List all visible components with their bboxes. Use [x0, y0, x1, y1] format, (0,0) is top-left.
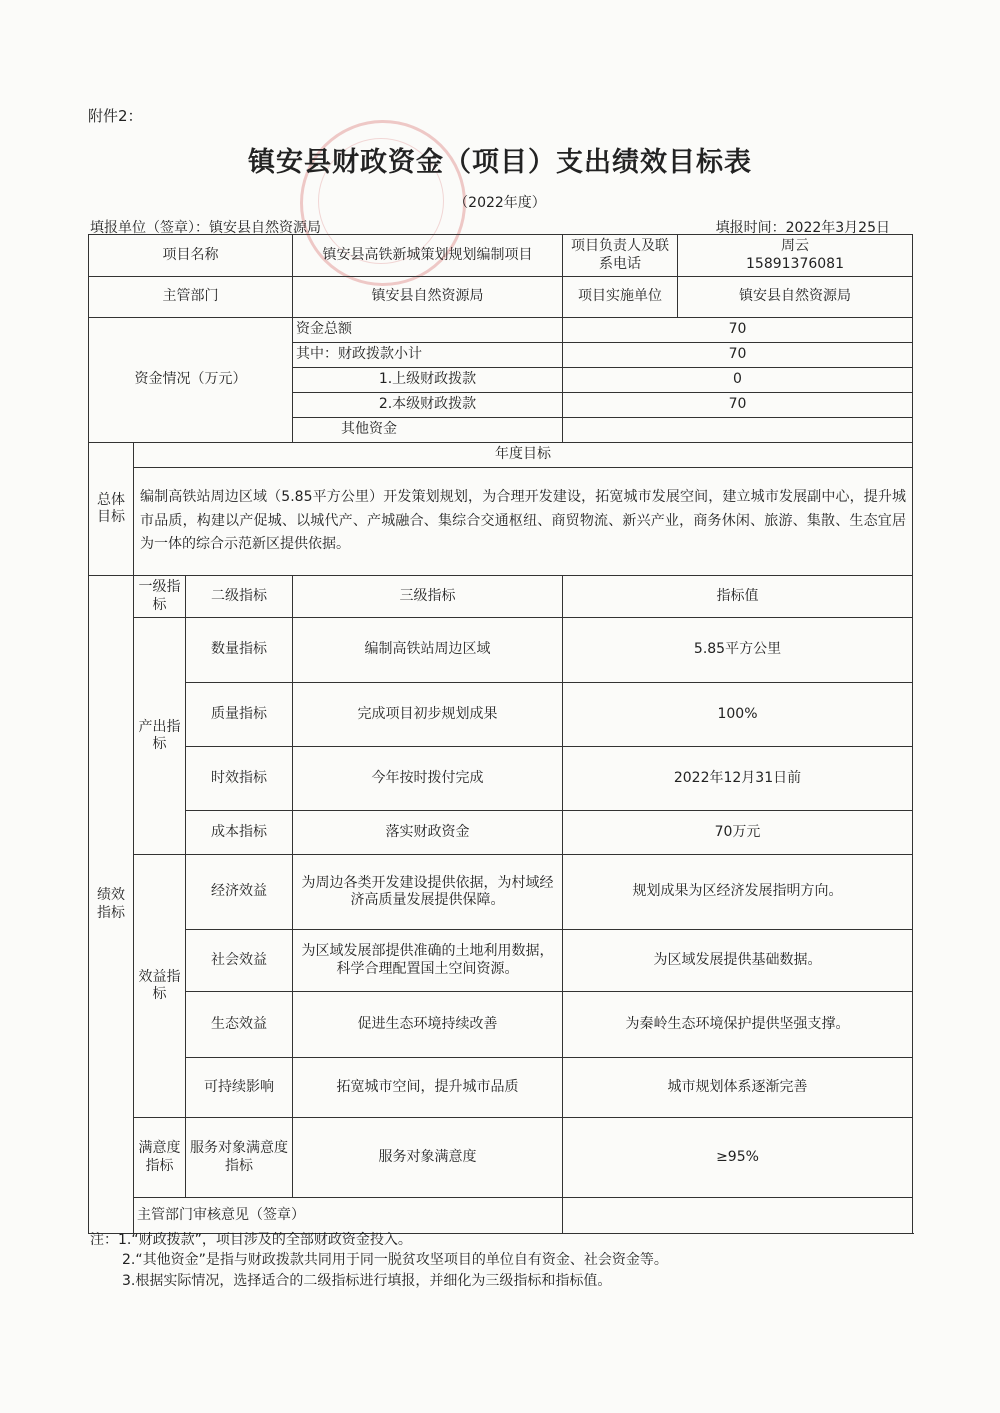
contact-label: 项目负责人及联系电话 [563, 235, 678, 277]
level3-cell: 促进生态环境持续改善 [293, 992, 563, 1058]
dept-value: 镇安县自然资源局 [293, 277, 563, 318]
level3-cell: 拓宽城市空间，提升城市品质 [293, 1058, 563, 1118]
fill-unit: 填报单位（签章）：镇安县自然资源局 [90, 220, 321, 236]
funds-item-name: 其中：财政拨款小计 [293, 343, 563, 368]
annual-goal-header: 年度目标 [134, 443, 913, 468]
review-label: 主管部门审核意见（签章） [134, 1198, 563, 1234]
level2-cell: 质量指标 [186, 683, 293, 747]
table-row [89, 443, 913, 468]
header-value: 指标值 [563, 576, 913, 618]
value-cell: 城市规划体系逐渐完善 [563, 1058, 913, 1118]
funds-item-name: 其他资金 [293, 418, 563, 443]
review-signature-cell [563, 1198, 913, 1234]
table-row [89, 1058, 913, 1118]
level3-cell: 编制高铁站周边区域 [293, 618, 563, 683]
document-title: 镇安县财政资金（项目）支出绩效目标表 [248, 147, 752, 178]
project-name-value: 镇安县高铁新城策划规划编制项目 [293, 235, 563, 277]
table-row [89, 992, 913, 1058]
level3-cell: 服务对象满意度 [293, 1118, 563, 1198]
level2-cell: 服务对象满意度指标 [186, 1118, 293, 1198]
funds-item-value: 70 [563, 393, 913, 418]
benefit-label: 效益指标 [134, 855, 186, 1118]
table-row [89, 855, 913, 930]
header-level2: 二级指标 [186, 576, 293, 618]
project-name-label: 项目名称 [89, 235, 293, 277]
impl-value: 镇安县自然资源局 [678, 277, 913, 318]
impl-label: 项目实施单位 [563, 277, 678, 318]
level3-cell: 完成项目初步规划成果 [293, 683, 563, 747]
value-cell: 为区域发展提供基础数据。 [563, 930, 913, 992]
satisfaction-label: 满意度指标 [134, 1118, 186, 1198]
table-row [89, 1118, 913, 1198]
note-item: 2.“其他资金”是指与财政拨款共同用于同一脱贫攻坚项目的单位自有资金、社会资金等。 [122, 1252, 668, 1269]
value-cell: ≥95% [563, 1118, 913, 1198]
table-row [89, 930, 913, 992]
performance-target-table [88, 234, 913, 1234]
value-cell: 为秦岭生态环境保护提供坚强支撑。 [563, 992, 913, 1058]
level2-cell: 数量指标 [186, 618, 293, 683]
value-cell: 5.85平方公里 [563, 618, 913, 683]
level3-cell: 为区域发展部提供准确的土地利用数据，科学合理配置国土空间资源。 [293, 930, 563, 992]
header-level3: 三级指标 [293, 576, 563, 618]
note-item: 注：1.“财政拨款”，项目涉及的全部财政资金投入。 [90, 1232, 412, 1248]
table-row [89, 683, 913, 747]
funds-item-name: 2.本级财政拨款 [293, 393, 563, 418]
value-cell: 100% [563, 683, 913, 747]
table-row [89, 1198, 913, 1234]
value-cell: 规划成果为区经济发展指明方向。 [563, 855, 913, 930]
fill-date: 填报时间：2022年3月25日 [715, 220, 890, 236]
output-label: 产出指标 [134, 618, 186, 855]
table-row [89, 747, 913, 811]
document-year: （2022年度） [454, 195, 546, 211]
level2-cell: 经济效益 [186, 855, 293, 930]
funds-item-name: 资金总额 [293, 318, 563, 343]
contact-name: 周云 [781, 238, 809, 254]
level2-cell: 生态效益 [186, 992, 293, 1058]
funds-item-value: 70 [563, 343, 913, 368]
attachment-label: 附件2： [88, 107, 143, 125]
level3-cell: 为周边各类开发建设提供依据，为村域经济高质量发展提供保障。 [293, 855, 563, 930]
table-row [89, 318, 913, 343]
table-row [89, 618, 913, 683]
funds-item-value [563, 418, 913, 443]
funds-label: 资金情况（万元） [89, 318, 293, 443]
note-item: 3.根据实际情况，选择适合的二级指标进行填报，并细化为三级指标和指标值。 [122, 1272, 612, 1289]
table-row [89, 811, 913, 855]
level2-cell: 时效指标 [186, 747, 293, 811]
contact-cell [678, 235, 913, 277]
table-row [89, 468, 913, 576]
table-row [89, 277, 913, 318]
funds-item-name: 1.上级财政拨款 [293, 368, 563, 393]
notes [90, 1230, 668, 1291]
header-level1: 一级指标 [134, 576, 186, 618]
funds-item-value: 70 [563, 318, 913, 343]
table-row [89, 235, 913, 277]
level3-cell: 今年按时拨付完成 [293, 747, 563, 811]
level2-cell: 社会效益 [186, 930, 293, 992]
annual-goal-text: 编制高铁站周边区域（5.85平方公里）开发策划规划，为合理开发建设，拓宽城市发展空间，建立城市发展副中心，提升城市品质，构建以产促城、以城代产、产城融合、集综合交通枢纽、商贸物流、新兴产业，商务休闲、旅游、集散、生态宜居为一体的综合示范新区提供依据。 [134, 468, 913, 576]
table-row [89, 576, 913, 618]
dept-label: 主管部门 [89, 277, 293, 318]
value-cell: 70万元 [563, 811, 913, 855]
contact-phone: 15891376081 [746, 255, 844, 272]
value-cell: 2022年12月31日前 [563, 747, 913, 811]
level3-cell: 落实财政资金 [293, 811, 563, 855]
funds-item-value: 0 [563, 368, 913, 393]
perf-label: 绩效指标 [89, 576, 134, 1234]
level2-cell: 成本指标 [186, 811, 293, 855]
overall-goal-label: 总体目标 [89, 443, 134, 576]
level2-cell: 可持续影响 [186, 1058, 293, 1118]
